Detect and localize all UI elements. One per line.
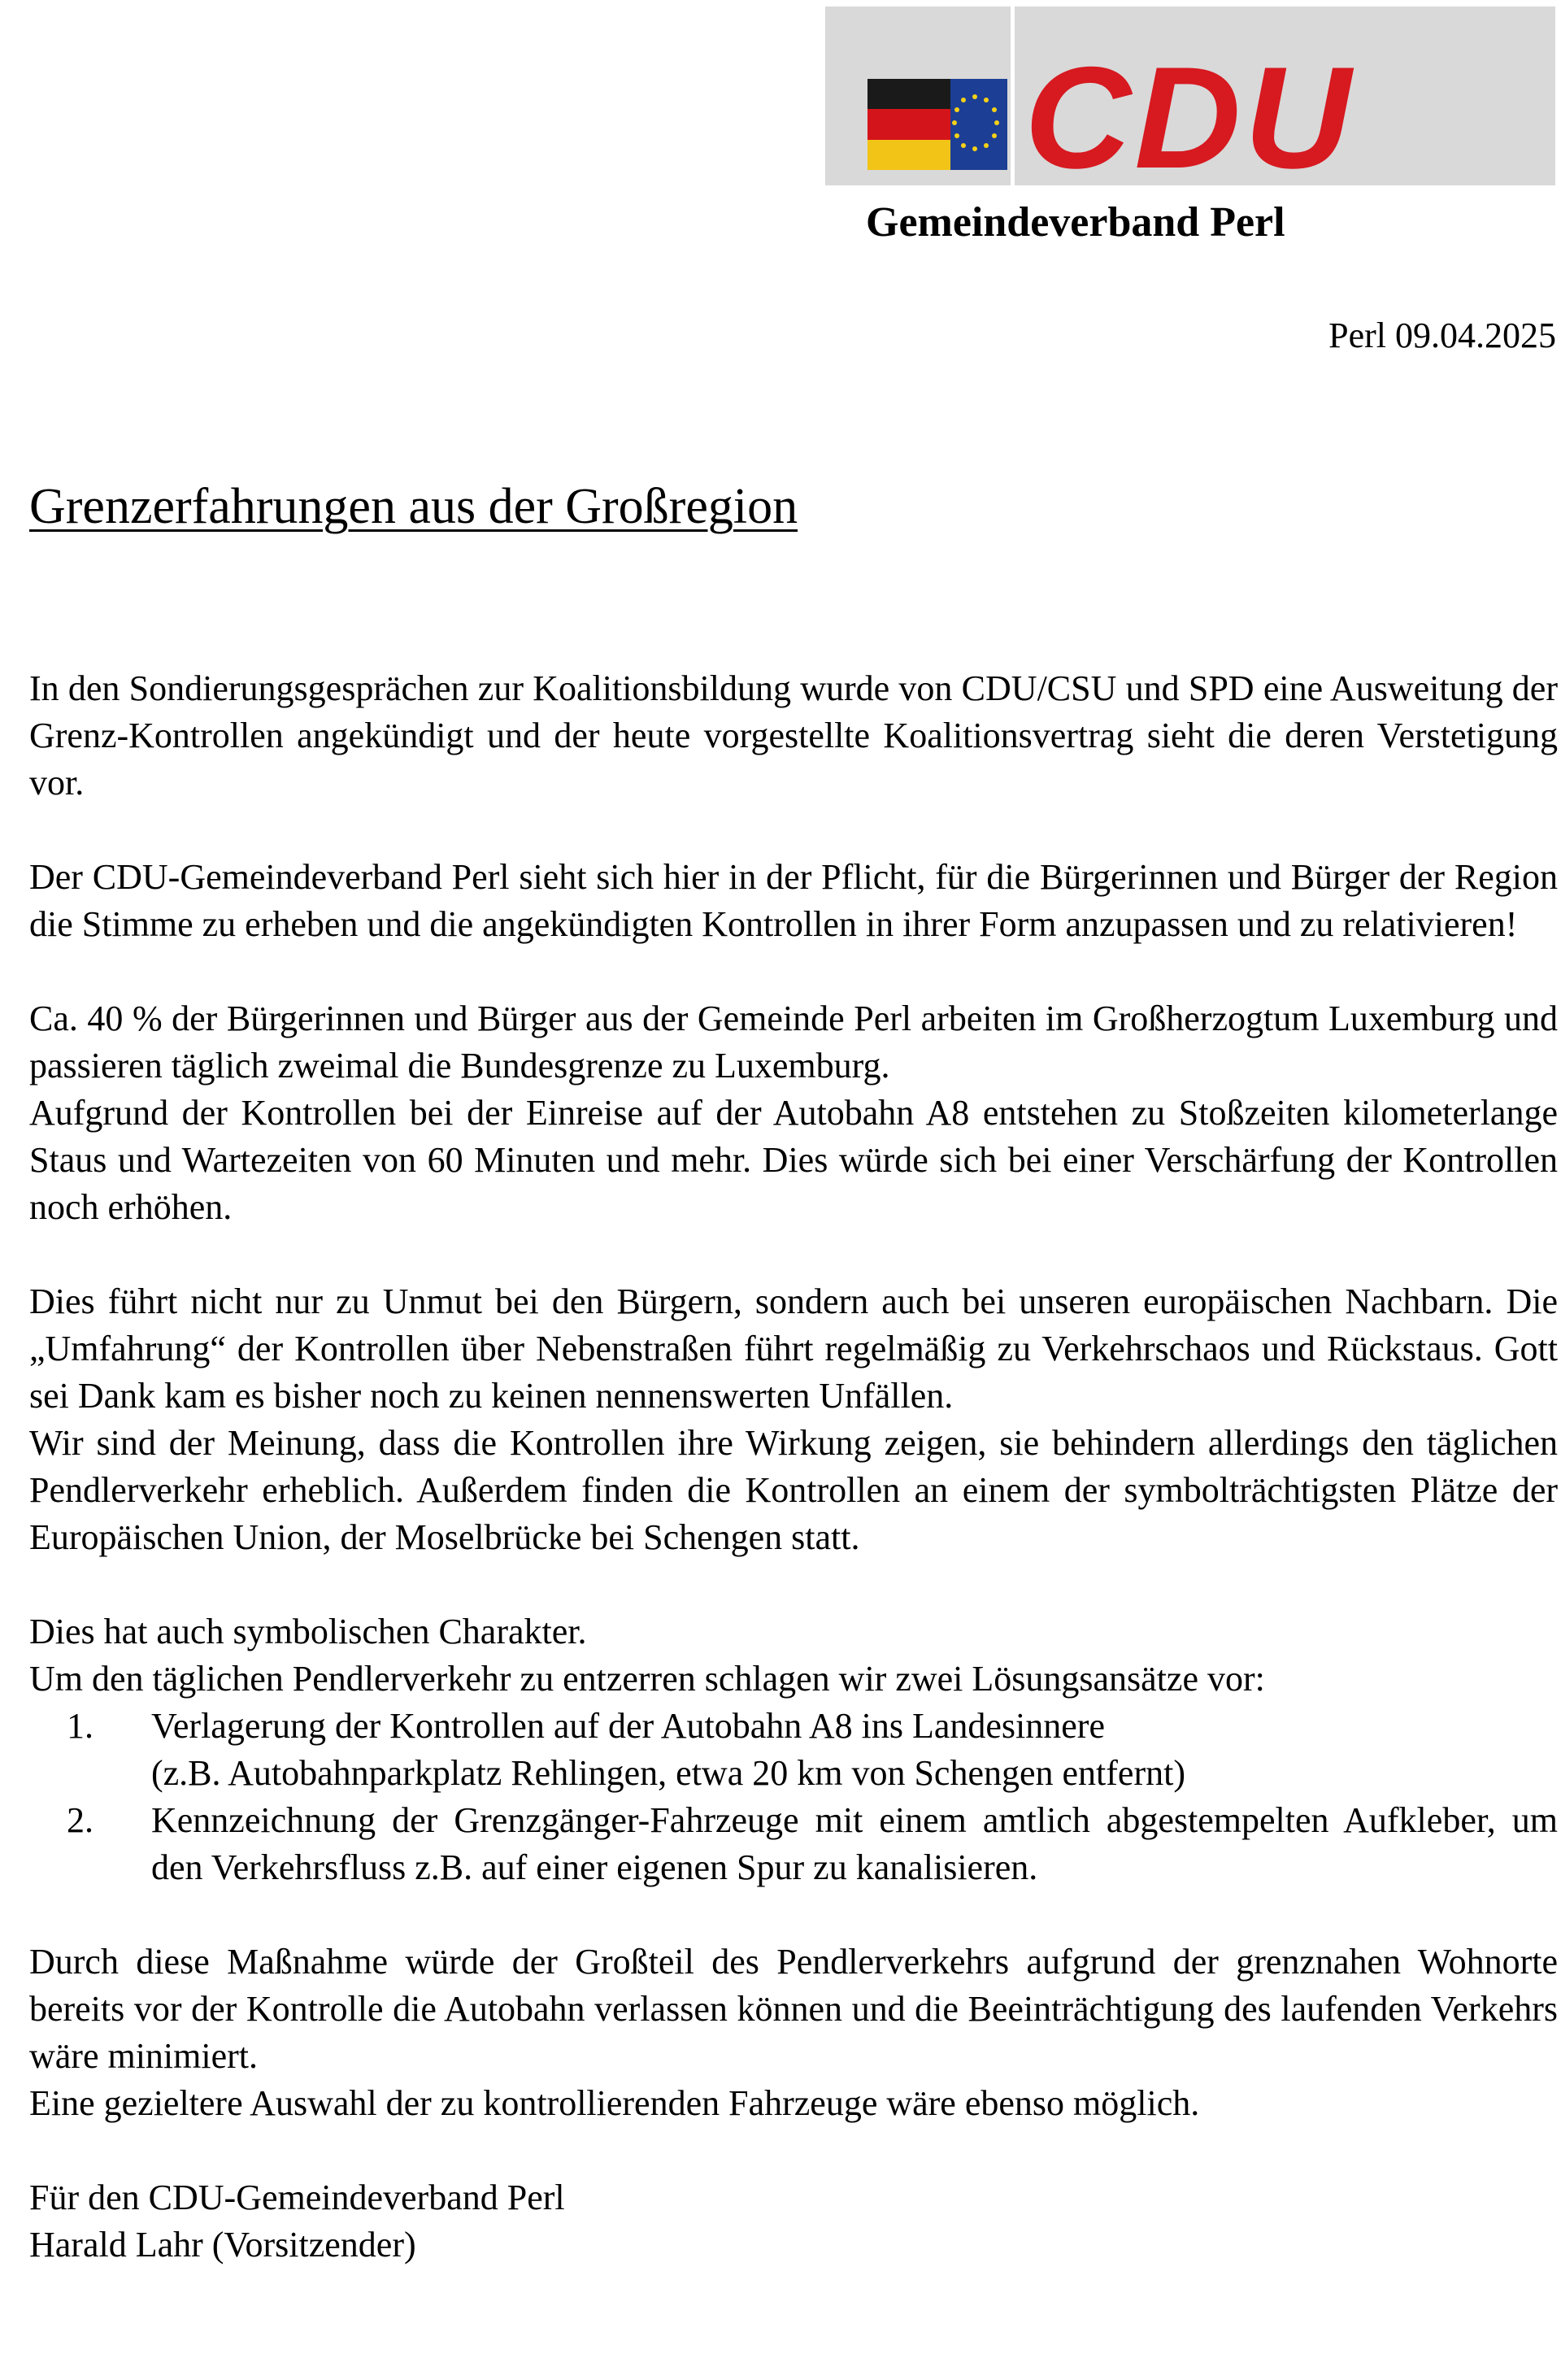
proposal-text: Kennzeichnung der Grenzgänger-Fahrzeuge mit einem amtlich abgestempelten Aufkleber, um den Verkehrsfluss z.B. auf einer eigenen Spur zu kanalisieren. xyxy=(151,1800,1558,1887)
list-number: 2. xyxy=(67,1800,93,1840)
paragraph-opinion: Wir sind der Meinung, dass die Kontrollen ihre Wirkung zeigen, sie behindern allerdings den täglichen Pendlerverkehr erheblich. Außerdem finden die Kontrollen an einem der symbolträchtigsten Plätze der Europäischen Union, der Moselbrücke bei Schengen statt. xyxy=(29,1423,1558,1557)
list-number: 1. xyxy=(67,1706,93,1746)
paragraph-symbolic: Dies hat auch symbolischen Charakter. xyxy=(29,1612,587,1651)
paragraph-traffic-jams: Aufgrund der Kontrollen bei der Einreise auf der Autobahn A8 entstehen zu Stoßzeiten kilometerlange Staus und Wartezeiten von 60 Minuten und mehr. Dies würde sich bei einer Verschärfung der Kontrollen noch erhöhen. xyxy=(29,1093,1558,1227)
signature-line-1: Für den CDU-Gemeindeverband Perl xyxy=(29,2178,565,2217)
paragraph-neighbors: Dies führt nicht nur zu Unmut bei den Bürgern, sondern auch bei unseren europäischen Nachbarn. Die „Umfahrung“ der Kontrollen über Nebenstraßen führt regelmäßig zu Verkehrschaos und Rückstaus. Gott sei Dank kam es bisher noch zu keinen nennenswerten Unfällen. xyxy=(29,1281,1558,1416)
letter-body xyxy=(29,665,1558,2269)
logo-wordmark-panel xyxy=(1015,7,1555,198)
paragraph-effect: Durch diese Maßnahme würde der Großteil des Pendlerverkehrs aufgrund der grenznahen Wohnorte bereits vor der Kontrolle die Autobahn verlassen können und die Beeinträchtigung des laufenden Verkehrs wäre minimiert. xyxy=(29,1942,1558,2076)
proposal-list xyxy=(29,1703,1558,1891)
flag-icon xyxy=(867,79,1007,170)
paragraph-duty: Der CDU-Gemeindeverband Perl sieht sich hier in der Pflicht, für die Bürgerinnen und Bürger der Region die Stimme zu erheben und die angekündigten Kontrollen in ihrer Form anzupassen und zu relativieren! xyxy=(29,857,1558,944)
letter-date: Perl 09.04.2025 xyxy=(1328,315,1556,355)
list-item xyxy=(29,1703,1558,1797)
paragraph-proposals-intro: Um den täglichen Pendlerverkehr zu entzerren schlagen wir zwei Lösungsansätze vor: xyxy=(29,1659,1265,1699)
party-logo xyxy=(825,7,1555,198)
paragraph-commuters: Ca. 40 % der Bürgerinnen und Bürger aus der Gemeinde Perl arbeiten im Großherzogtum Luxemburg und passieren täglich zweimal die Bundesgrenze zu Luxemburg. xyxy=(29,999,1558,1086)
cdu-wordmark: CDU xyxy=(1024,37,1354,198)
list-item xyxy=(29,1797,1558,1891)
document-title: Grenzerfahrungen aus der Großregion xyxy=(29,479,798,534)
paragraph-selection: Eine gezieltere Auswahl der zu kontrollierenden Fahrzeuge wäre ebenso möglich. xyxy=(29,2083,1200,2123)
organization-name: Gemeindeverband Perl xyxy=(866,199,1285,246)
paragraph-coalition: In den Sondierungsgesprächen zur Koalitionsbildung wurde von CDU/CSU und SPD eine Ausweitung der Grenz-Kontrollen angekündigt und der heute vorgestellte Koalitionsvertrag sieht die deren Verstetigung vor. xyxy=(29,668,1558,803)
eu-flag-icon xyxy=(950,79,1007,170)
logo-flag-panel xyxy=(825,7,1011,185)
german-flag-icon xyxy=(867,79,959,109)
signature-line-2: Harald Lahr (Vorsitzender) xyxy=(29,2225,416,2265)
proposal-subtext: (z.B. Autobahnparkplatz Rehlingen, etwa 20 km von Schengen entfernt) xyxy=(151,1753,1185,1793)
proposal-text: Verlagerung der Kontrollen auf der Autobahn A8 ins Landesinnere xyxy=(151,1706,1105,1746)
